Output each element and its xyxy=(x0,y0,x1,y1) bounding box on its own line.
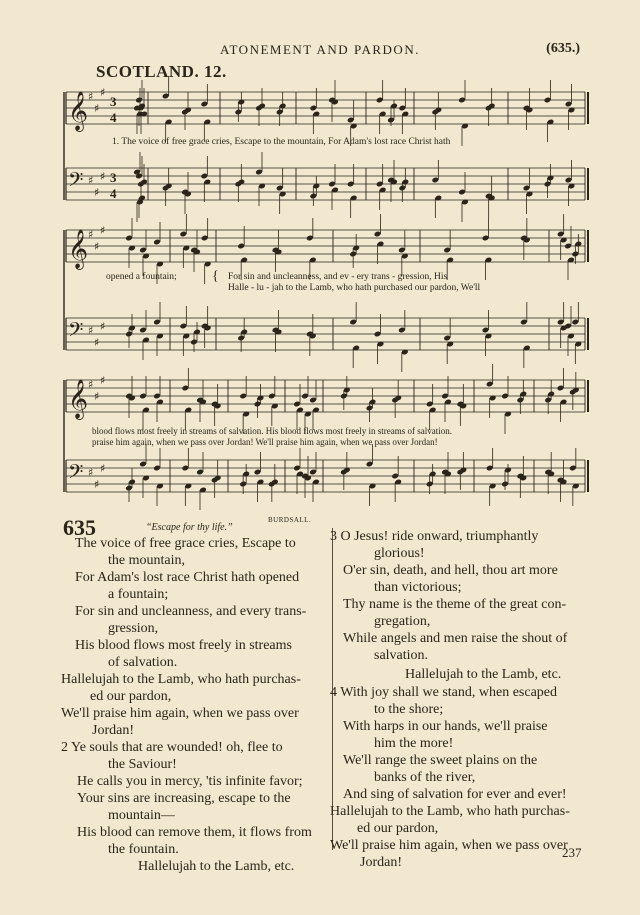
page-number: 237 xyxy=(562,845,582,860)
verse-left-line: of salvation. xyxy=(108,655,178,670)
tune-name: SCOTLAND. xyxy=(96,62,200,81)
verse-left-line: The voice of free grace cries, Escape to xyxy=(75,536,296,551)
hymn-range-number: (635.) xyxy=(546,41,580,56)
verse-left-line: the fountain. xyxy=(108,842,179,857)
verse-left-line: Jordan! xyxy=(92,723,134,738)
lyric-line-2b1: For sin and uncleanness, and ev - ery trans - gression, His xyxy=(228,272,448,282)
sharp-sign: ♯ xyxy=(88,378,94,391)
sharp-sign: ♯ xyxy=(94,478,100,491)
verse-right-line: We'll praise him again, when we pass over xyxy=(330,838,568,853)
verse-left-line: Hallelujah to the Lamb, who hath purchas- xyxy=(61,672,301,687)
verse-left-line: His blood flows most freely in streams xyxy=(75,638,292,653)
time-signature-bottom: 4 xyxy=(110,186,117,201)
sharp-sign: ♯ xyxy=(100,320,106,333)
verse-right-line: glorious! xyxy=(374,546,425,561)
verse-right-line: him the more! xyxy=(374,736,454,751)
bass-clef: 𝄢 xyxy=(68,460,84,488)
verse-left-line: 2 Ye souls that are wounded! oh, flee to xyxy=(61,740,283,755)
sharp-sign: ♯ xyxy=(100,374,106,387)
verse-right-line: salvation. xyxy=(374,648,429,663)
verse-right-line: With harps in our hands, we'll praise xyxy=(343,719,548,734)
brace-1: { xyxy=(212,269,219,284)
treble-clef: 𝄞 xyxy=(68,229,89,269)
verse-right-line: While angels and men raise the shout of xyxy=(343,631,568,646)
author: BURDSALL. xyxy=(268,516,312,524)
verse-left-line: the Saviour! xyxy=(108,757,177,772)
sharp-sign: ♯ xyxy=(94,186,100,199)
verse-right-line: Hallelujah to the Lamb, who hath purchas- xyxy=(330,804,570,819)
time-signature-bottom: 4 xyxy=(110,110,117,125)
verse-left-line: We'll praise him again, when we pass over xyxy=(61,706,299,721)
verse-left-line: Hallelujah to the Lamb, etc. xyxy=(138,859,295,874)
running-head: ATONEMENT AND PARDON. xyxy=(220,42,420,57)
sharp-sign: ♯ xyxy=(94,240,100,253)
sharp-sign: ♯ xyxy=(94,390,100,403)
verse-right-line: 3 O Jesus! ride onward, triumphantly xyxy=(330,529,539,544)
lyric-line-3b: praise him again, when we pass over Jordan! We'll praise him again, when we pass over Jordan! xyxy=(92,437,438,447)
sharp-sign: ♯ xyxy=(100,462,106,475)
verse-left-line: His blood can remove them, it flows from xyxy=(77,825,312,840)
lyric-line-1: 1. The voice of free grace cries, Escape to the mountain, For Adam's lost race Christ hath xyxy=(112,137,451,147)
verse-right-line: Jordan! xyxy=(360,855,402,870)
verse-left-line: mountain— xyxy=(108,808,175,823)
time-signature-top: 3 xyxy=(110,170,117,185)
verse-right-line: banks of the river, xyxy=(374,770,476,785)
bass-clef: 𝄢 xyxy=(68,168,84,196)
sharp-sign: ♯ xyxy=(100,170,106,183)
lyric-line-2a: opened a fountain; xyxy=(106,272,177,282)
sharp-sign: ♯ xyxy=(88,466,94,479)
verse-left-line: Your sins are increasing, escape to the xyxy=(77,791,291,806)
verse-right-line: ed our pardon, xyxy=(357,821,439,836)
sharp-sign: ♯ xyxy=(88,228,94,241)
sharp-sign: ♯ xyxy=(88,324,94,337)
sharp-sign: ♯ xyxy=(94,336,100,349)
sharp-sign: ♯ xyxy=(100,224,106,237)
lyric-line-3a: blood flows most freely in streams of salvation. His blood flows most freely in streams of salvation. xyxy=(92,426,452,436)
treble-clef: 𝄞 xyxy=(68,91,89,131)
verse-left-line: ed our pardon, xyxy=(90,689,172,704)
sharp-sign: ♯ xyxy=(94,102,100,115)
sharp-sign: ♯ xyxy=(88,90,94,103)
epigraph: “Escape for thy life.” xyxy=(146,522,233,533)
verse-left-line: For sin and uncleanness, and every trans- xyxy=(75,604,307,619)
time-signature-top: 3 xyxy=(110,94,117,109)
verse-right-line: Hallelujah to the Lamb, etc. xyxy=(405,667,562,682)
verse-right-line: O'er sin, death, and hell, thou art more xyxy=(343,563,558,578)
verse-left-line: a fountain; xyxy=(108,587,169,602)
sharp-sign: ♯ xyxy=(88,174,94,187)
verse-left-line: He calls you in mercy, 'tis infinite favor; xyxy=(77,774,303,789)
verse-right-line: to the shore; xyxy=(374,702,444,717)
tune-meter: 12. xyxy=(203,62,227,81)
verse-right-line: gregation, xyxy=(374,614,431,629)
bass-clef: 𝄢 xyxy=(68,318,84,346)
hymn-number: 635 xyxy=(63,515,96,540)
verse-right-line: We'll range the sweet plains on the xyxy=(343,753,538,768)
verse-right-line: And sing of salvation for ever and ever! xyxy=(343,787,567,802)
lyric-line-2b2: Halle - lu - jah to the Lamb, who hath purchased our pardon, We'll xyxy=(228,283,481,293)
verse-left-line: gression, xyxy=(108,621,159,636)
verse-right-line: than victorious; xyxy=(374,580,462,595)
verse-left-line: For Adam's lost race Christ hath opened xyxy=(75,570,300,585)
verse-right-line: 4 With joy shall we stand, when escaped xyxy=(330,685,558,700)
verse-right-line: Thy name is the theme of the great con- xyxy=(343,597,567,612)
sharp-sign: ♯ xyxy=(100,86,106,99)
treble-clef: 𝄞 xyxy=(68,379,89,419)
verse-left-line: the mountain, xyxy=(108,553,185,568)
